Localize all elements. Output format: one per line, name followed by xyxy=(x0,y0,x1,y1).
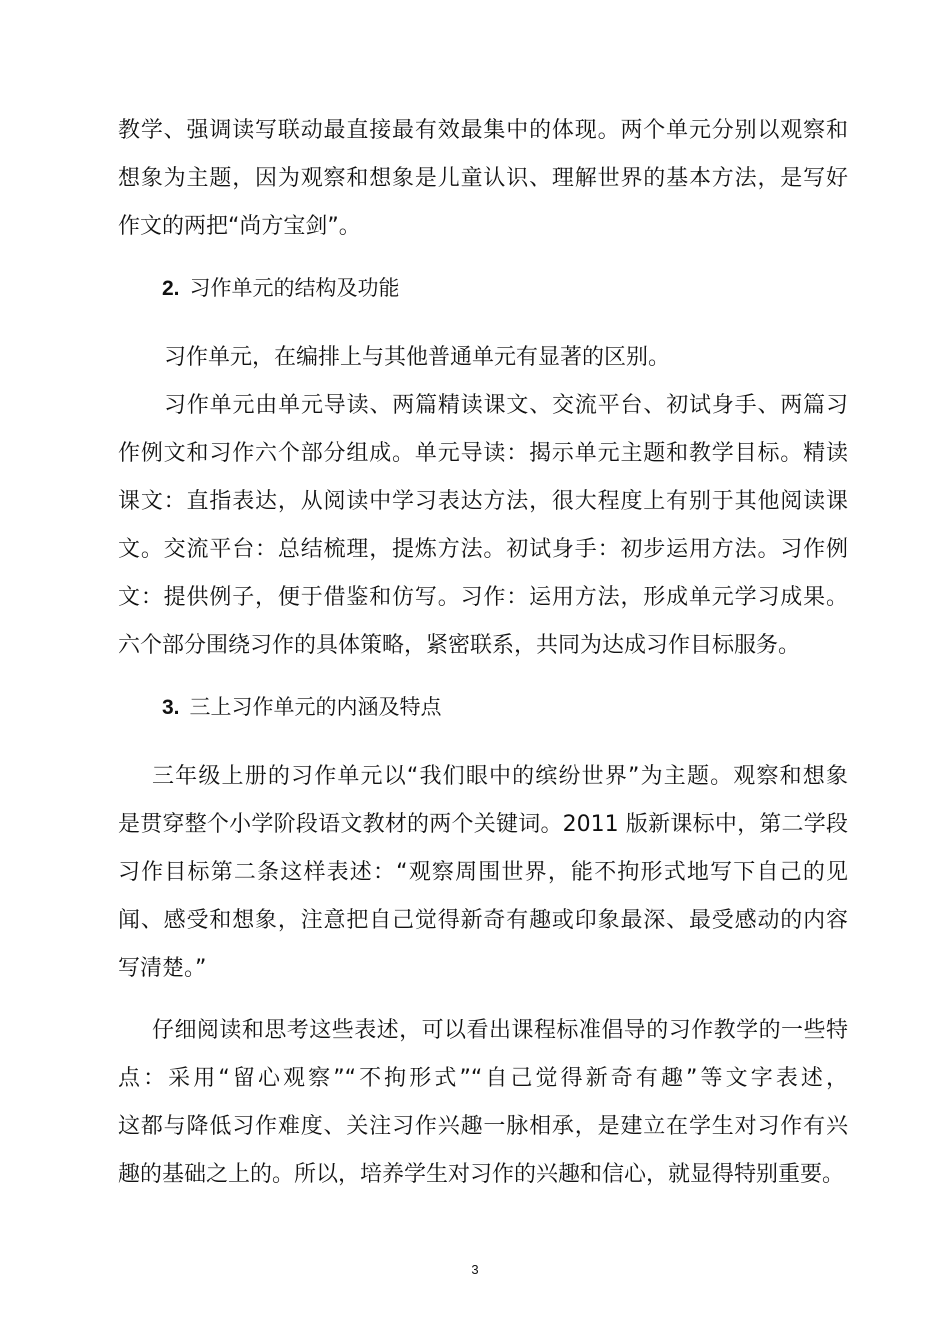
section-heading xyxy=(162,273,400,304)
paragraph-line: 写清楚。” xyxy=(118,956,207,981)
paragraph-line: 课文：直指表达，从阅读中学习表达方法，很大程度上有别于其他阅读课 xyxy=(118,489,848,514)
paragraph-line: 教学、强调读写联动最直接最有效最集中的体现。两个单元分别以观察和 xyxy=(118,118,848,143)
section-number: 3. xyxy=(162,696,180,719)
paragraph-line: 文。交流平台：总结梳理，提炼方法。初试身手：初步运用方法。习作例 xyxy=(118,537,848,562)
section-number: 2. xyxy=(162,277,180,300)
paragraph-line: 想象为主题，因为观察和想象是儿童认识、理解世界的基本方法，是写好 xyxy=(118,166,848,191)
paragraph-line: 仔细阅读和思考这些表述，可以看出课程标准倡导的习作教学的一些特 xyxy=(152,1018,848,1043)
paragraph-line: 点：采用“留心观察”“不拘形式”“自己觉得新奇有趣”等文字表述， xyxy=(118,1066,848,1091)
section-heading xyxy=(162,692,442,723)
paragraph-line: 作例文和习作六个部分组成。单元导读：揭示单元主题和教学目标。精读 xyxy=(118,441,848,466)
paragraph-line: 六个部分围绕习作的具体策略，紧密联系，共同为达成习作目标服务。 xyxy=(118,633,801,658)
paragraph-line: 文：提供例子，便于借鉴和仿写。习作：运用方法，形成单元学习成果。 xyxy=(118,585,848,610)
paragraph-line: 是贯穿整个小学阶段语文教材的两个关键词。2011 版新课标中，第二学段 xyxy=(118,812,848,837)
paragraph-line: 习作目标第二条这样表述：“观察周围世界，能不拘形式地写下自己的见 xyxy=(118,860,848,885)
page-number: 3 xyxy=(471,1262,479,1277)
section-title: 习作单元的结构及功能 xyxy=(189,276,400,300)
paragraph-line: 习作单元，在编排上与其他普通单元有显著的区别。 xyxy=(164,345,671,370)
paragraph-line: 闻、感受和想象，注意把自己觉得新奇有趣或印象最深、最受感动的内容 xyxy=(118,908,848,933)
paragraph-line: 习作单元由单元导读、两篇精读课文、交流平台、初试身手、两篇习 xyxy=(164,393,848,418)
paragraph-line: 三年级上册的习作单元以“我们眼中的缤纷世界”为主题。观察和想象 xyxy=(152,764,848,789)
paragraph-line: 作文的两把“尚方宝剑”。 xyxy=(118,214,361,239)
paragraph-line: 这都与降低习作难度、关注习作兴趣一脉相承，是建立在学生对习作有兴 xyxy=(118,1114,848,1139)
paragraph-line: 趣的基础之上的。所以，培养学生对习作的兴趣和信心，就显得特别重要。 xyxy=(118,1162,845,1187)
section-title: 三上习作单元的内涵及特点 xyxy=(189,695,442,719)
